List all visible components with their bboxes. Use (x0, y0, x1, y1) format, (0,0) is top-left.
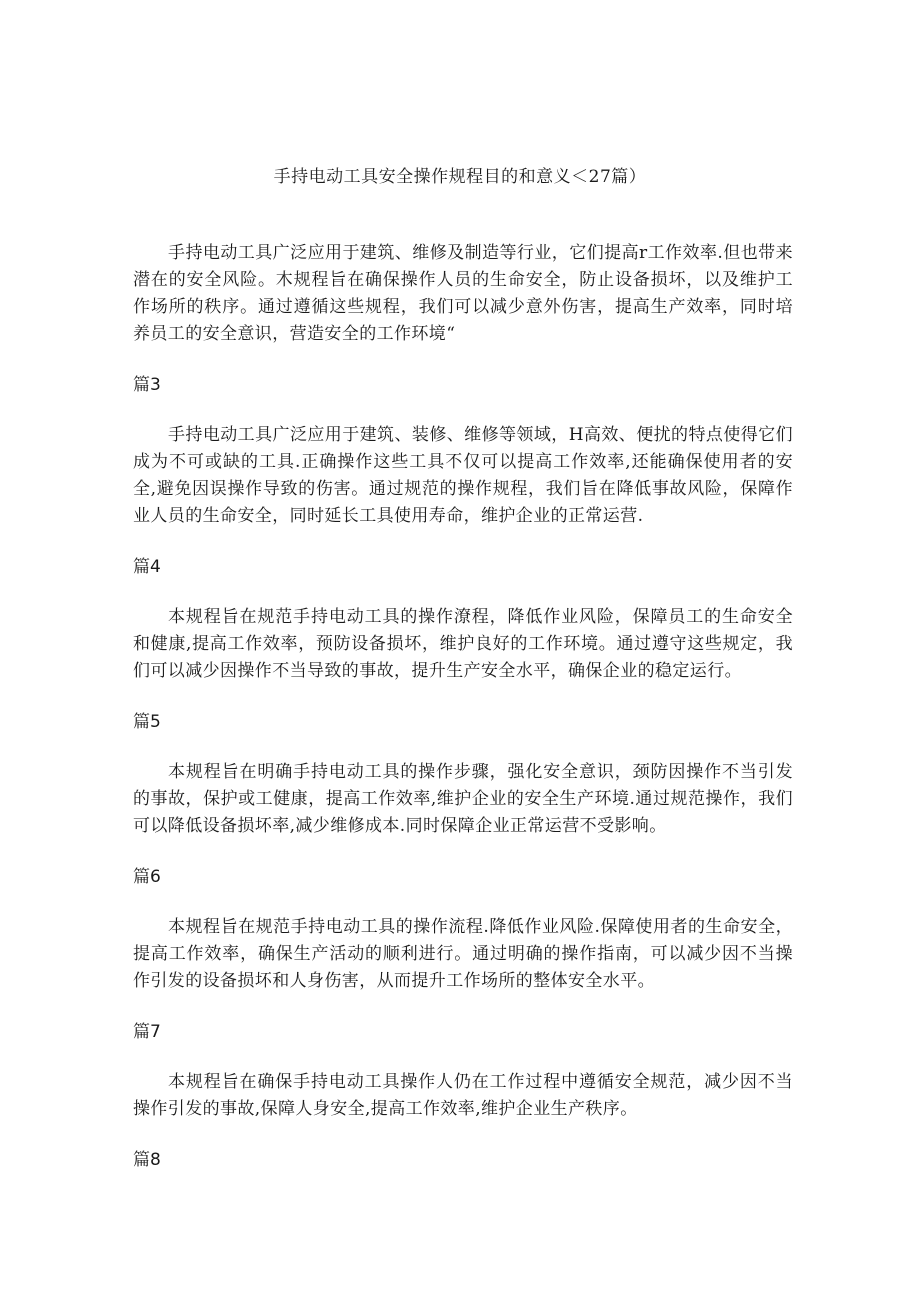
section-heading-7: 篇7 (133, 1022, 161, 1042)
section-paragraph-4: 本规程旨在规范手持电动工具的操作潦程，降低作业风险，保障员工的生命安全和健康,提高工作效率，预防设备损坏，维护良好的工作环境。通过遵守这些规定，我们可以减少因操作不当导致的事故，提升生产安全水平，确保企业的稳定运行。 (133, 607, 793, 681)
section-paragraph-6: 本规程旨在规范手持电动工具的操作流程.降低作业风险.保障使用者的生命安全，提高工作效率，确保生产活动的顺利进行。通过明确的操作指南，可以减少因不当操作引发的设备损坏和人身伤害，从而提升工作场所的整体安全水平。 (133, 917, 793, 991)
section-heading-4: 篇4 (133, 557, 161, 577)
document-title: 手持电动工具安全操作规程目的和意义＜27篇） (273, 167, 647, 187)
section-paragraph-5: 本规程旨在明确手持电动工具的操作步骤，强化安全意识，颈防因操作不当引发的事故，保护或工健康，提高工作效率,维护企业的安全生产环境.通过规范操作，我们可以降低设备损坏率,减少维修成本.同时保障企业正常运营不受影响。 (133, 762, 793, 836)
section-paragraph-7: 本规程旨在确保手持电动工具操作人仍在工作过程中遵循安全规范，减少因不当操作引发的事故,保障人身安全,提高工作效率,维护企业生产秩序。 (133, 1072, 793, 1119)
section-heading-3: 篇3 (133, 375, 161, 395)
intro-paragraph: 手持电动工具广泛应用于建筑、维修及制造等行业，它们提高r工作效率.但也带来潜在的安全风险。木规程旨在确保操作人员的生命安全，防止设备损坏，以及维护工作场所的秩序。通过遵循这些规程，我们可以减少意外伤害，提高生产效率，同时培养员工的安全意识，营造安全的工作环境“ (133, 243, 793, 344)
section-paragraph-3: 手持电动工具广泛应用于建筑、装修、维修等领域，H高效、便扰的特点使得它们成为不可或缺的工具.正确操作这些工具不仅可以提高工作效率,还能确保使用者的安全,避免因误操作导致的伤害。通过规范的操作规程，我们旨在降低事故风险，保障作业人员的生命安全，同时延长工具使用寿命，维护企业的正常运营. (133, 425, 793, 526)
section-heading-5: 篇5 (133, 712, 161, 732)
section-heading-8: 篇8 (133, 1150, 161, 1170)
document-body (133, 240, 793, 1174)
section-heading-6: 篇6 (133, 867, 161, 887)
